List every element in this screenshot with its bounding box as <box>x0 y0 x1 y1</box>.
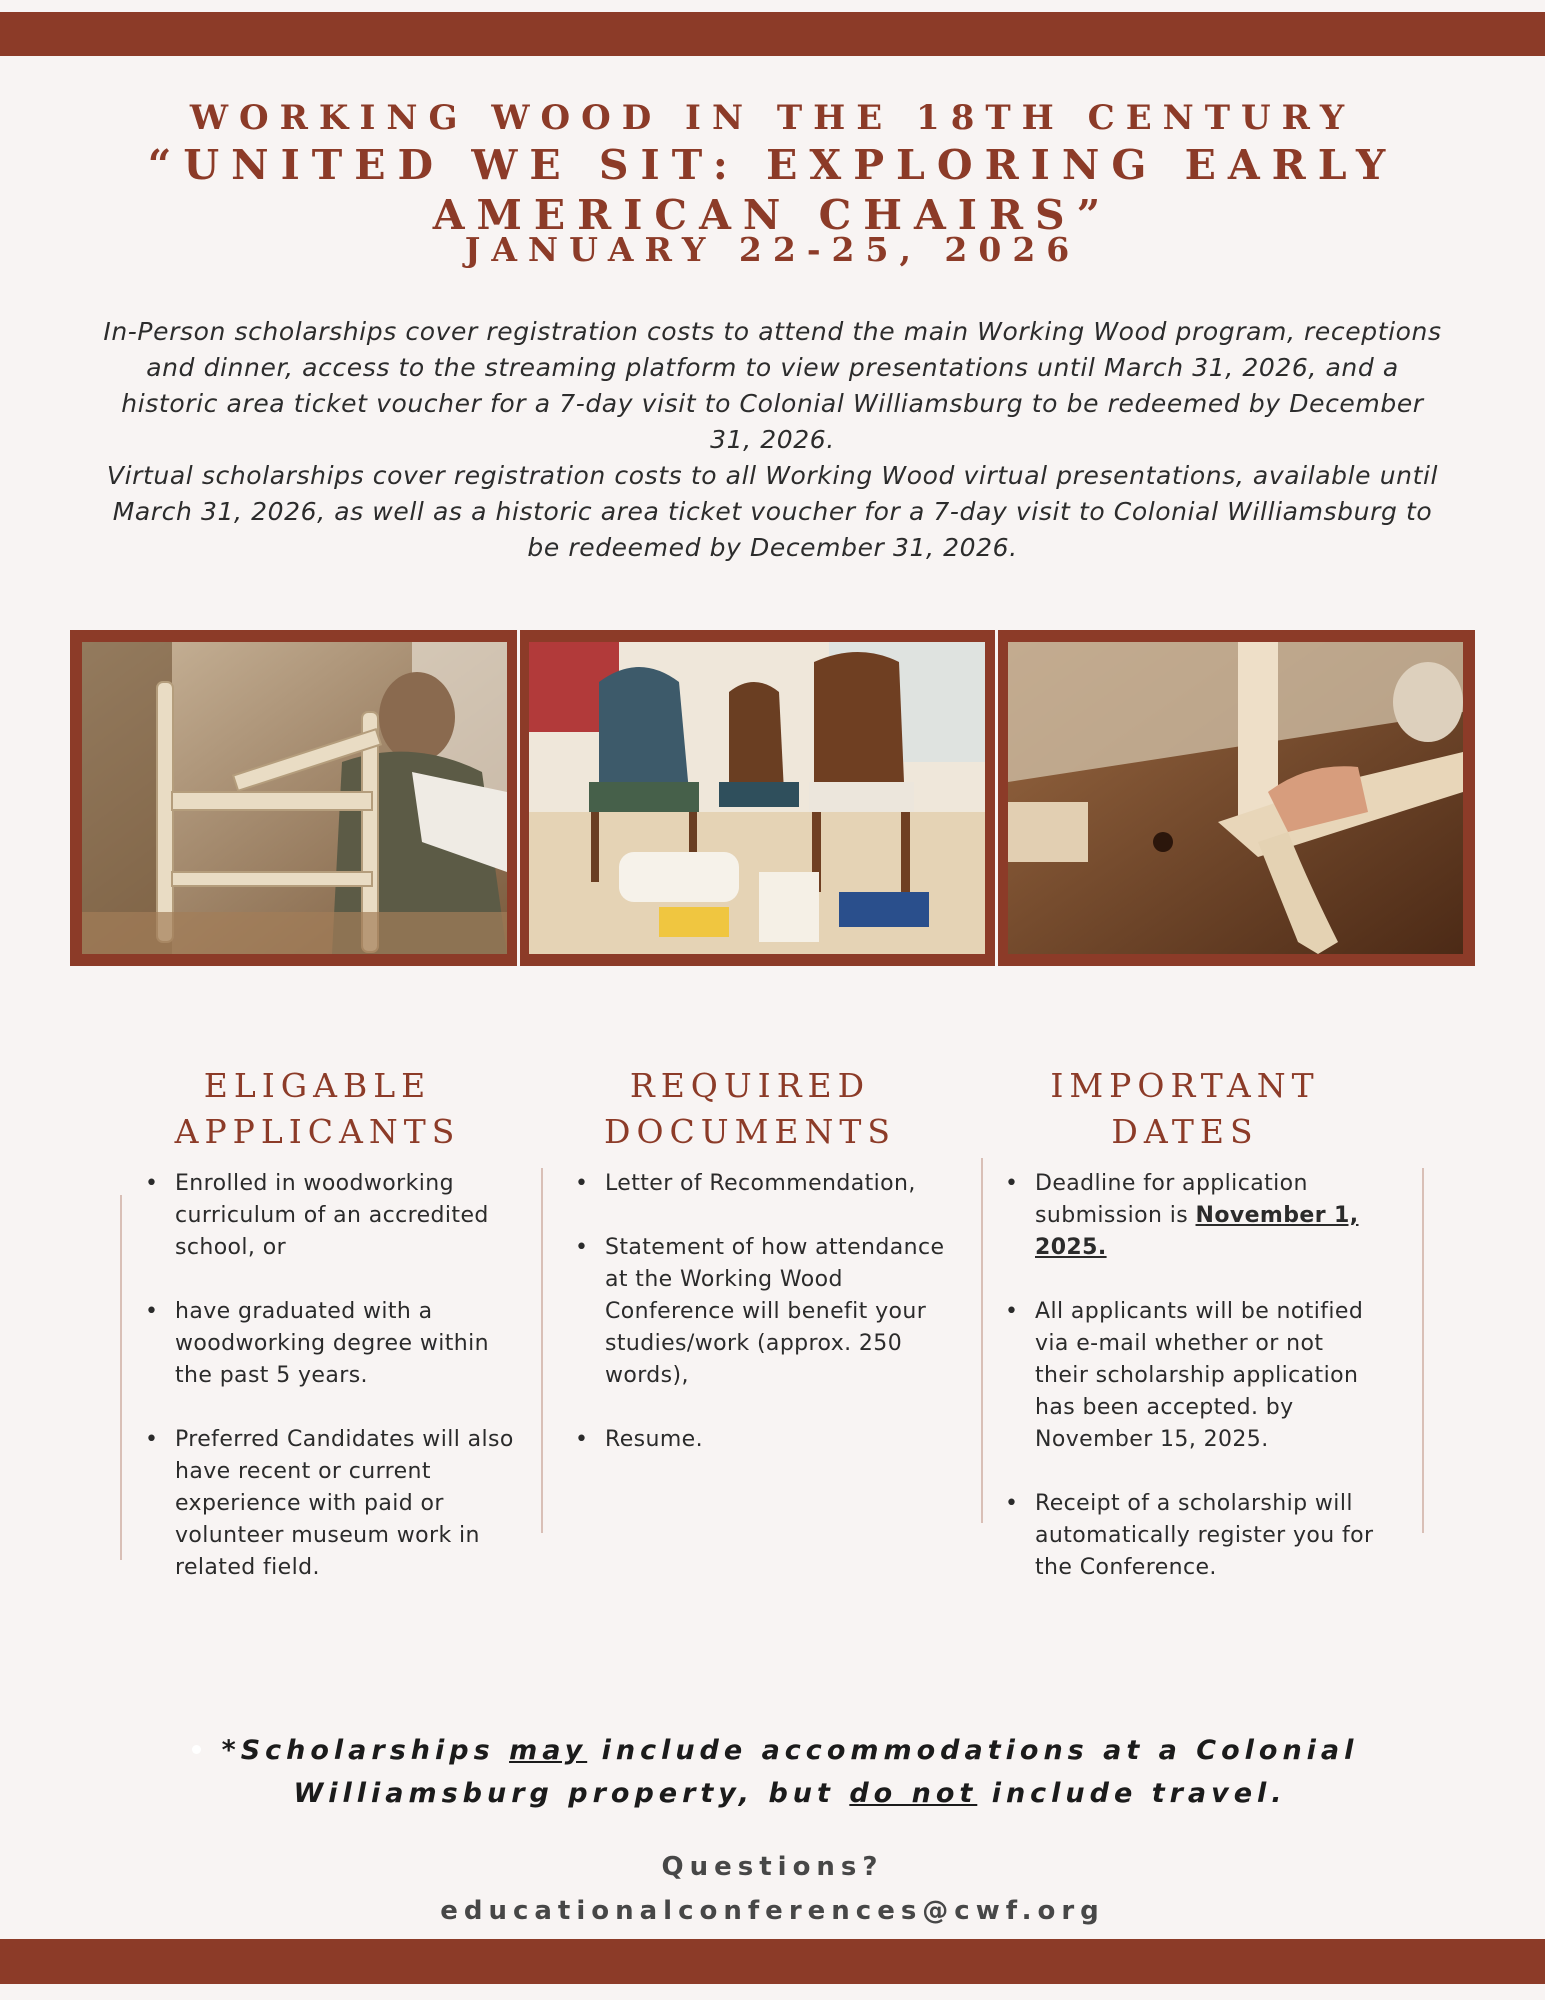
event-title-line1: “UNITED WE SIT: EXPLORING EARLY <box>147 141 1398 189</box>
list-item: • have graduated with a woodworking degree within the past 5 years. <box>175 1296 520 1392</box>
important-dates-heading <box>1010 1063 1360 1155</box>
dates-heading-line2: DATES <box>1111 1112 1259 1151</box>
accommodations-note <box>180 1729 1400 1815</box>
eligible-applicants-list <box>175 1168 520 1616</box>
list-item: • Receipt of a scholarship will automatically register you for the Conference. <box>1035 1488 1380 1584</box>
event-title-line2: AMERICAN CHAIRS” <box>432 191 1113 239</box>
note-emphasis-may: may <box>509 1735 588 1766</box>
top-band <box>0 12 1545 56</box>
required-documents-heading <box>580 1063 920 1155</box>
required-documents-list <box>605 1168 950 1488</box>
list-item: • Statement of how attendance at the Working Wood Conference will benefit your studies/work (approx. 250 words), <box>605 1232 950 1392</box>
photo-strip <box>70 630 1475 966</box>
photo-hands-chair-leg <box>1008 642 1463 954</box>
documents-heading-line1: REQUIRED <box>629 1066 871 1105</box>
deadline-item <box>1035 1168 1380 1264</box>
list-item: • All applicants will be notified via e-mail whether or not their scholarship application has been accepted. by November 15, 2025. <box>1035 1296 1380 1456</box>
photo-antique-chairs <box>529 642 985 954</box>
note-text: include accommodations at a Colonial Williamsburg property, but <box>293 1735 1359 1809</box>
column-divider <box>541 1168 543 1533</box>
virtual-description: Virtual scholarships cover registration costs to all Working Wood virtual presentations, available until March 31, 2026, as well as a historic area ticket voucher for a 7-day visit to Colonial Williamsburg to be redeemed by December 31, 2026. <box>106 461 1439 562</box>
questions-label: Questions? <box>661 1852 884 1882</box>
deadline-date: November 1, 2025. <box>1035 1203 1359 1260</box>
bottom-band <box>0 1939 1545 1984</box>
contact-email-link[interactable]: educationalconferences@cwf.org <box>440 1896 1105 1926</box>
documents-heading-line2: DOCUMENTS <box>604 1112 896 1151</box>
eligible-heading-line2: APPLICANTS <box>174 1112 461 1151</box>
program-title: WORKING WOOD IN THE 18TH CENTURY <box>189 98 1356 138</box>
photo-divider <box>517 630 520 966</box>
photo-divider <box>995 630 998 966</box>
list-item: • Letter of Recommendation, <box>605 1168 950 1200</box>
column-divider <box>981 1158 983 1523</box>
dates-heading-line1: IMPORTANT <box>1050 1066 1320 1105</box>
important-dates-list <box>1035 1168 1380 1616</box>
list-item: • Preferred Candidates will also have recent or current experience with paid or volunteer museum work in related field. <box>175 1424 520 1584</box>
note-emphasis-do-not: do not <box>849 1778 978 1809</box>
event-title <box>0 140 1545 240</box>
list-item: • Enrolled in woodworking curriculum of an accredited school, or <box>175 1168 520 1264</box>
note-text: include travel. <box>977 1778 1287 1809</box>
eligible-heading-line1: ELIGABLE <box>203 1066 432 1105</box>
eligible-applicants-heading <box>150 1063 485 1155</box>
deadline-text: Deadline for application submission is <box>1035 1171 1308 1228</box>
column-divider <box>120 1195 122 1560</box>
column-divider <box>1422 1168 1424 1533</box>
note-text: *Scholarships <box>221 1735 510 1766</box>
list-item: • Resume. <box>605 1424 950 1456</box>
event-dates: JANUARY 22-25, 2026 <box>464 230 1081 269</box>
in-person-description: In-Person scholarships cover registration costs to attend the main Working Wood program, receptions and dinner, access to the streaming platform to view presentations until March 31, 2026, and a historic area ticket voucher for a 7-day visit to Colonial Williamsburg to be redeemed by December 31, 2026. <box>103 317 1442 454</box>
photo-craftsman-chair <box>82 642 507 954</box>
